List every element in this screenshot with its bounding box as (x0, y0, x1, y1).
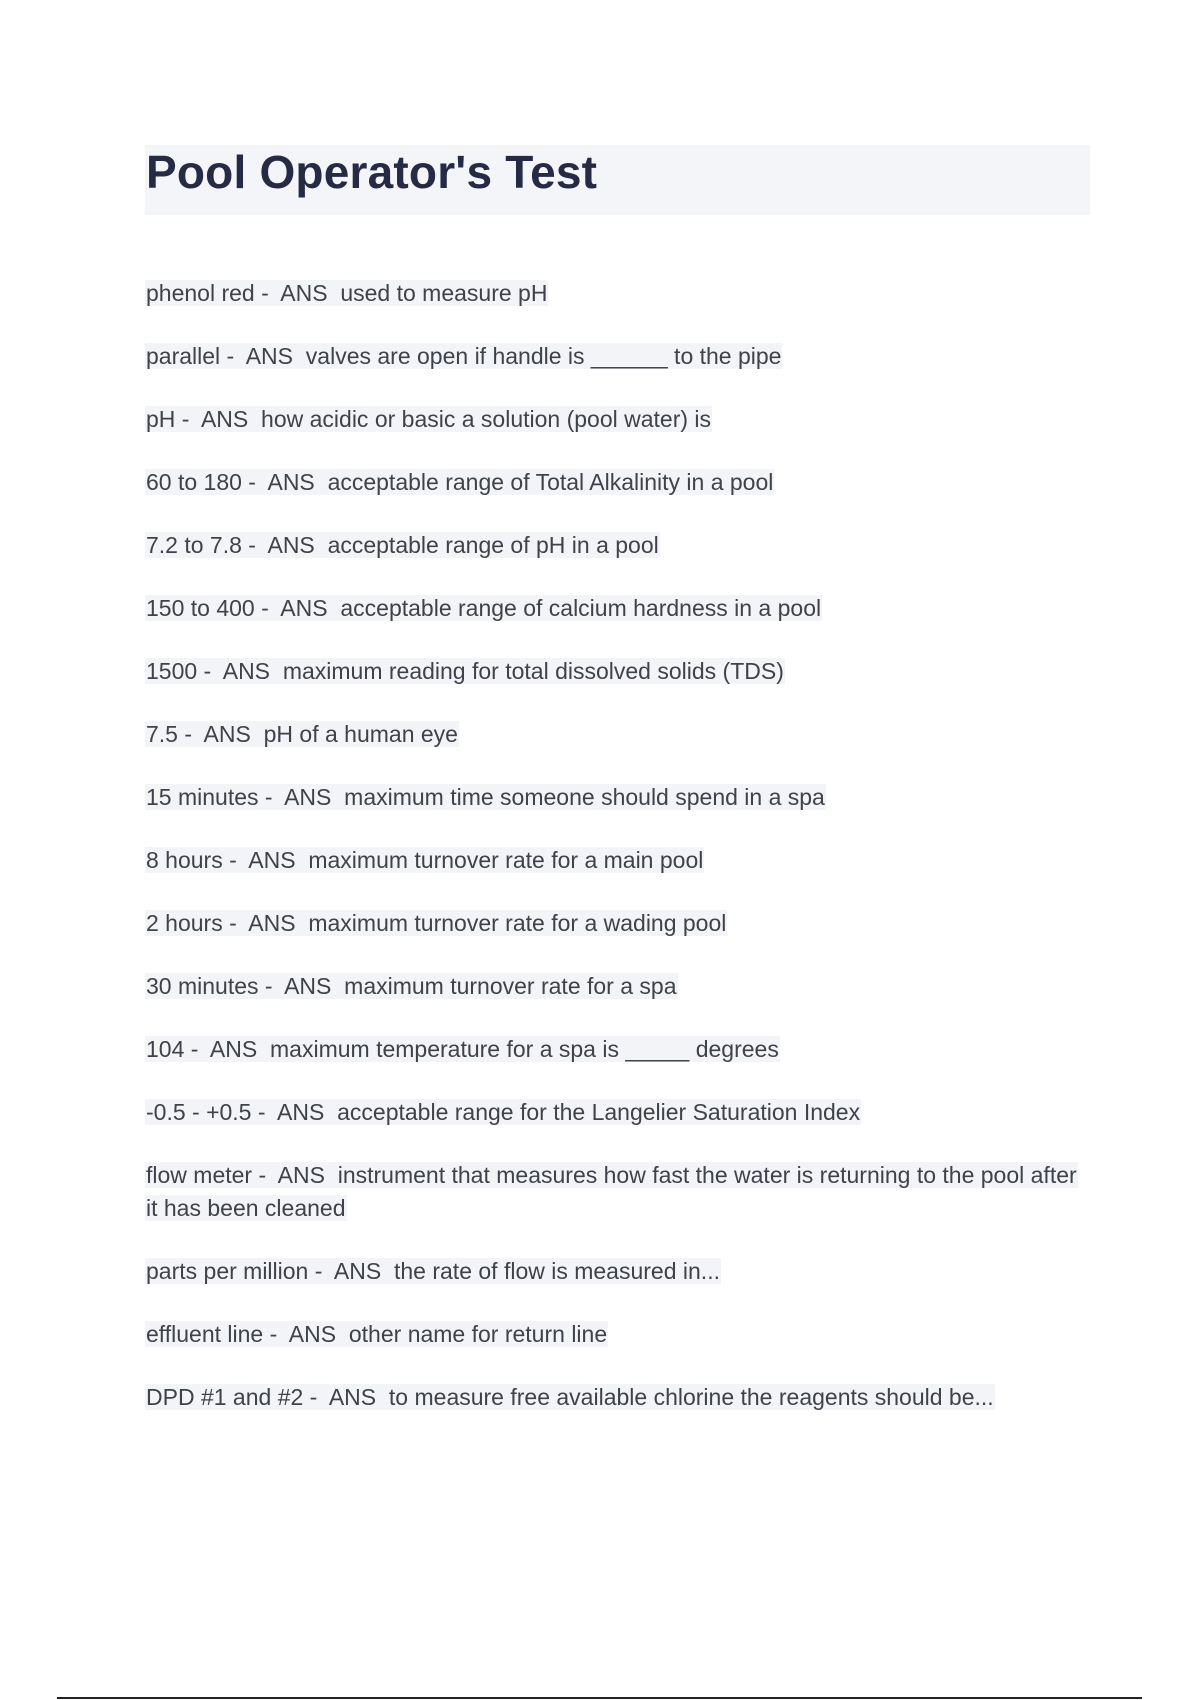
qa-term: phenol red (146, 280, 255, 306)
qa-separator: - ANS (303, 1384, 389, 1410)
qa-item (145, 907, 1085, 940)
qa-answer: maximum reading for total dissolved solids (TDS) (282, 658, 784, 684)
qa-item (145, 718, 1085, 751)
qa-separator: - ANS (258, 973, 345, 999)
qa-answer: acceptable range of Total Alkalinity in a pool (327, 469, 774, 495)
qa-term: 7.2 to 7.8 (146, 532, 242, 558)
qa-answer: maximum time someone should spend in a spa (344, 784, 825, 810)
qa-separator: - ANS (241, 532, 328, 558)
qa-answer: valves are open if handle is ______ to the pipe (305, 343, 782, 369)
qa-separator: - ANS (254, 280, 341, 306)
qa-term: DPD #1 and #2 (146, 1384, 304, 1410)
qa-answer: instrument that measures how fast the water is returning to the pool after it has been cleaned (146, 1162, 1077, 1221)
qa-item (145, 781, 1085, 814)
qa-item (145, 844, 1085, 877)
qa-separator: - ANS (177, 721, 264, 747)
qa-term: 2 hours (146, 910, 223, 936)
qa-item (145, 1255, 1085, 1288)
qa-item (145, 1318, 1085, 1351)
qa-list (145, 277, 1085, 1444)
qa-answer: the rate of flow is measured in... (393, 1258, 720, 1284)
qa-separator: - ANS (308, 1258, 394, 1284)
qa-answer: to measure free available chlorine the reagents should be... (388, 1384, 994, 1410)
qa-item (145, 1033, 1085, 1066)
footer-divider (57, 1697, 1142, 1699)
qa-answer: acceptable range of calcium hardness in a pool (340, 595, 822, 621)
qa-term: 1500 (146, 658, 198, 684)
qa-separator: - ANS (251, 1099, 338, 1125)
qa-term: 30 minutes (146, 973, 259, 999)
qa-separator: - ANS (197, 658, 283, 684)
qa-answer: pH of a human eye (263, 721, 458, 747)
qa-answer: acceptable range of pH in a pool (327, 532, 659, 558)
qa-answer: other name for return line (348, 1321, 608, 1347)
qa-separator: - ANS (258, 784, 345, 810)
qa-term: flow meter (146, 1162, 253, 1188)
qa-term: pH (146, 406, 176, 432)
qa-item (145, 340, 1085, 373)
qa-term: parts per million (146, 1258, 309, 1284)
qa-answer: maximum turnover rate for a spa (344, 973, 677, 999)
qa-separator: - ANS (220, 343, 306, 369)
qa-answer: maximum temperature for a spa is _____ degrees (270, 1036, 779, 1062)
qa-answer: how acidic or basic a solution (pool water) is (261, 406, 712, 432)
qa-separator: - ANS (175, 406, 262, 432)
qa-answer: used to measure pH (340, 280, 548, 306)
qa-separator: - ANS (222, 910, 309, 936)
qa-item (145, 277, 1085, 310)
qa-item (145, 970, 1085, 1003)
qa-term: 15 minutes (146, 784, 259, 810)
qa-term: 7.5 (146, 721, 178, 747)
qa-item (145, 1159, 1085, 1225)
qa-answer: acceptable range for the Langelier Saturation Index (337, 1099, 861, 1125)
qa-item (145, 592, 1085, 625)
qa-term: 60 to 180 (146, 469, 242, 495)
qa-separator: - ANS (263, 1321, 349, 1347)
qa-item (145, 1096, 1085, 1129)
qa-term: effluent line (146, 1321, 264, 1347)
qa-item (145, 403, 1085, 436)
qa-separator: - ANS (241, 469, 328, 495)
qa-term: 150 to 400 (146, 595, 255, 621)
qa-separator: - ANS (222, 847, 309, 873)
qa-item (145, 466, 1085, 499)
qa-item (145, 529, 1085, 562)
page-title: Pool Operator's Test (146, 146, 598, 198)
qa-term: parallel (146, 343, 221, 369)
qa-item (145, 1381, 1085, 1414)
qa-separator: - ANS (252, 1162, 338, 1188)
qa-separator: - ANS (184, 1036, 271, 1062)
qa-term: 8 hours (146, 847, 223, 873)
qa-term: -0.5 - +0.5 (146, 1099, 252, 1125)
qa-answer: maximum turnover rate for a wading pool (308, 910, 727, 936)
qa-term: 104 (146, 1036, 185, 1062)
qa-item (145, 655, 1085, 688)
qa-separator: - ANS (254, 595, 341, 621)
qa-answer: maximum turnover rate for a main pool (308, 847, 704, 873)
